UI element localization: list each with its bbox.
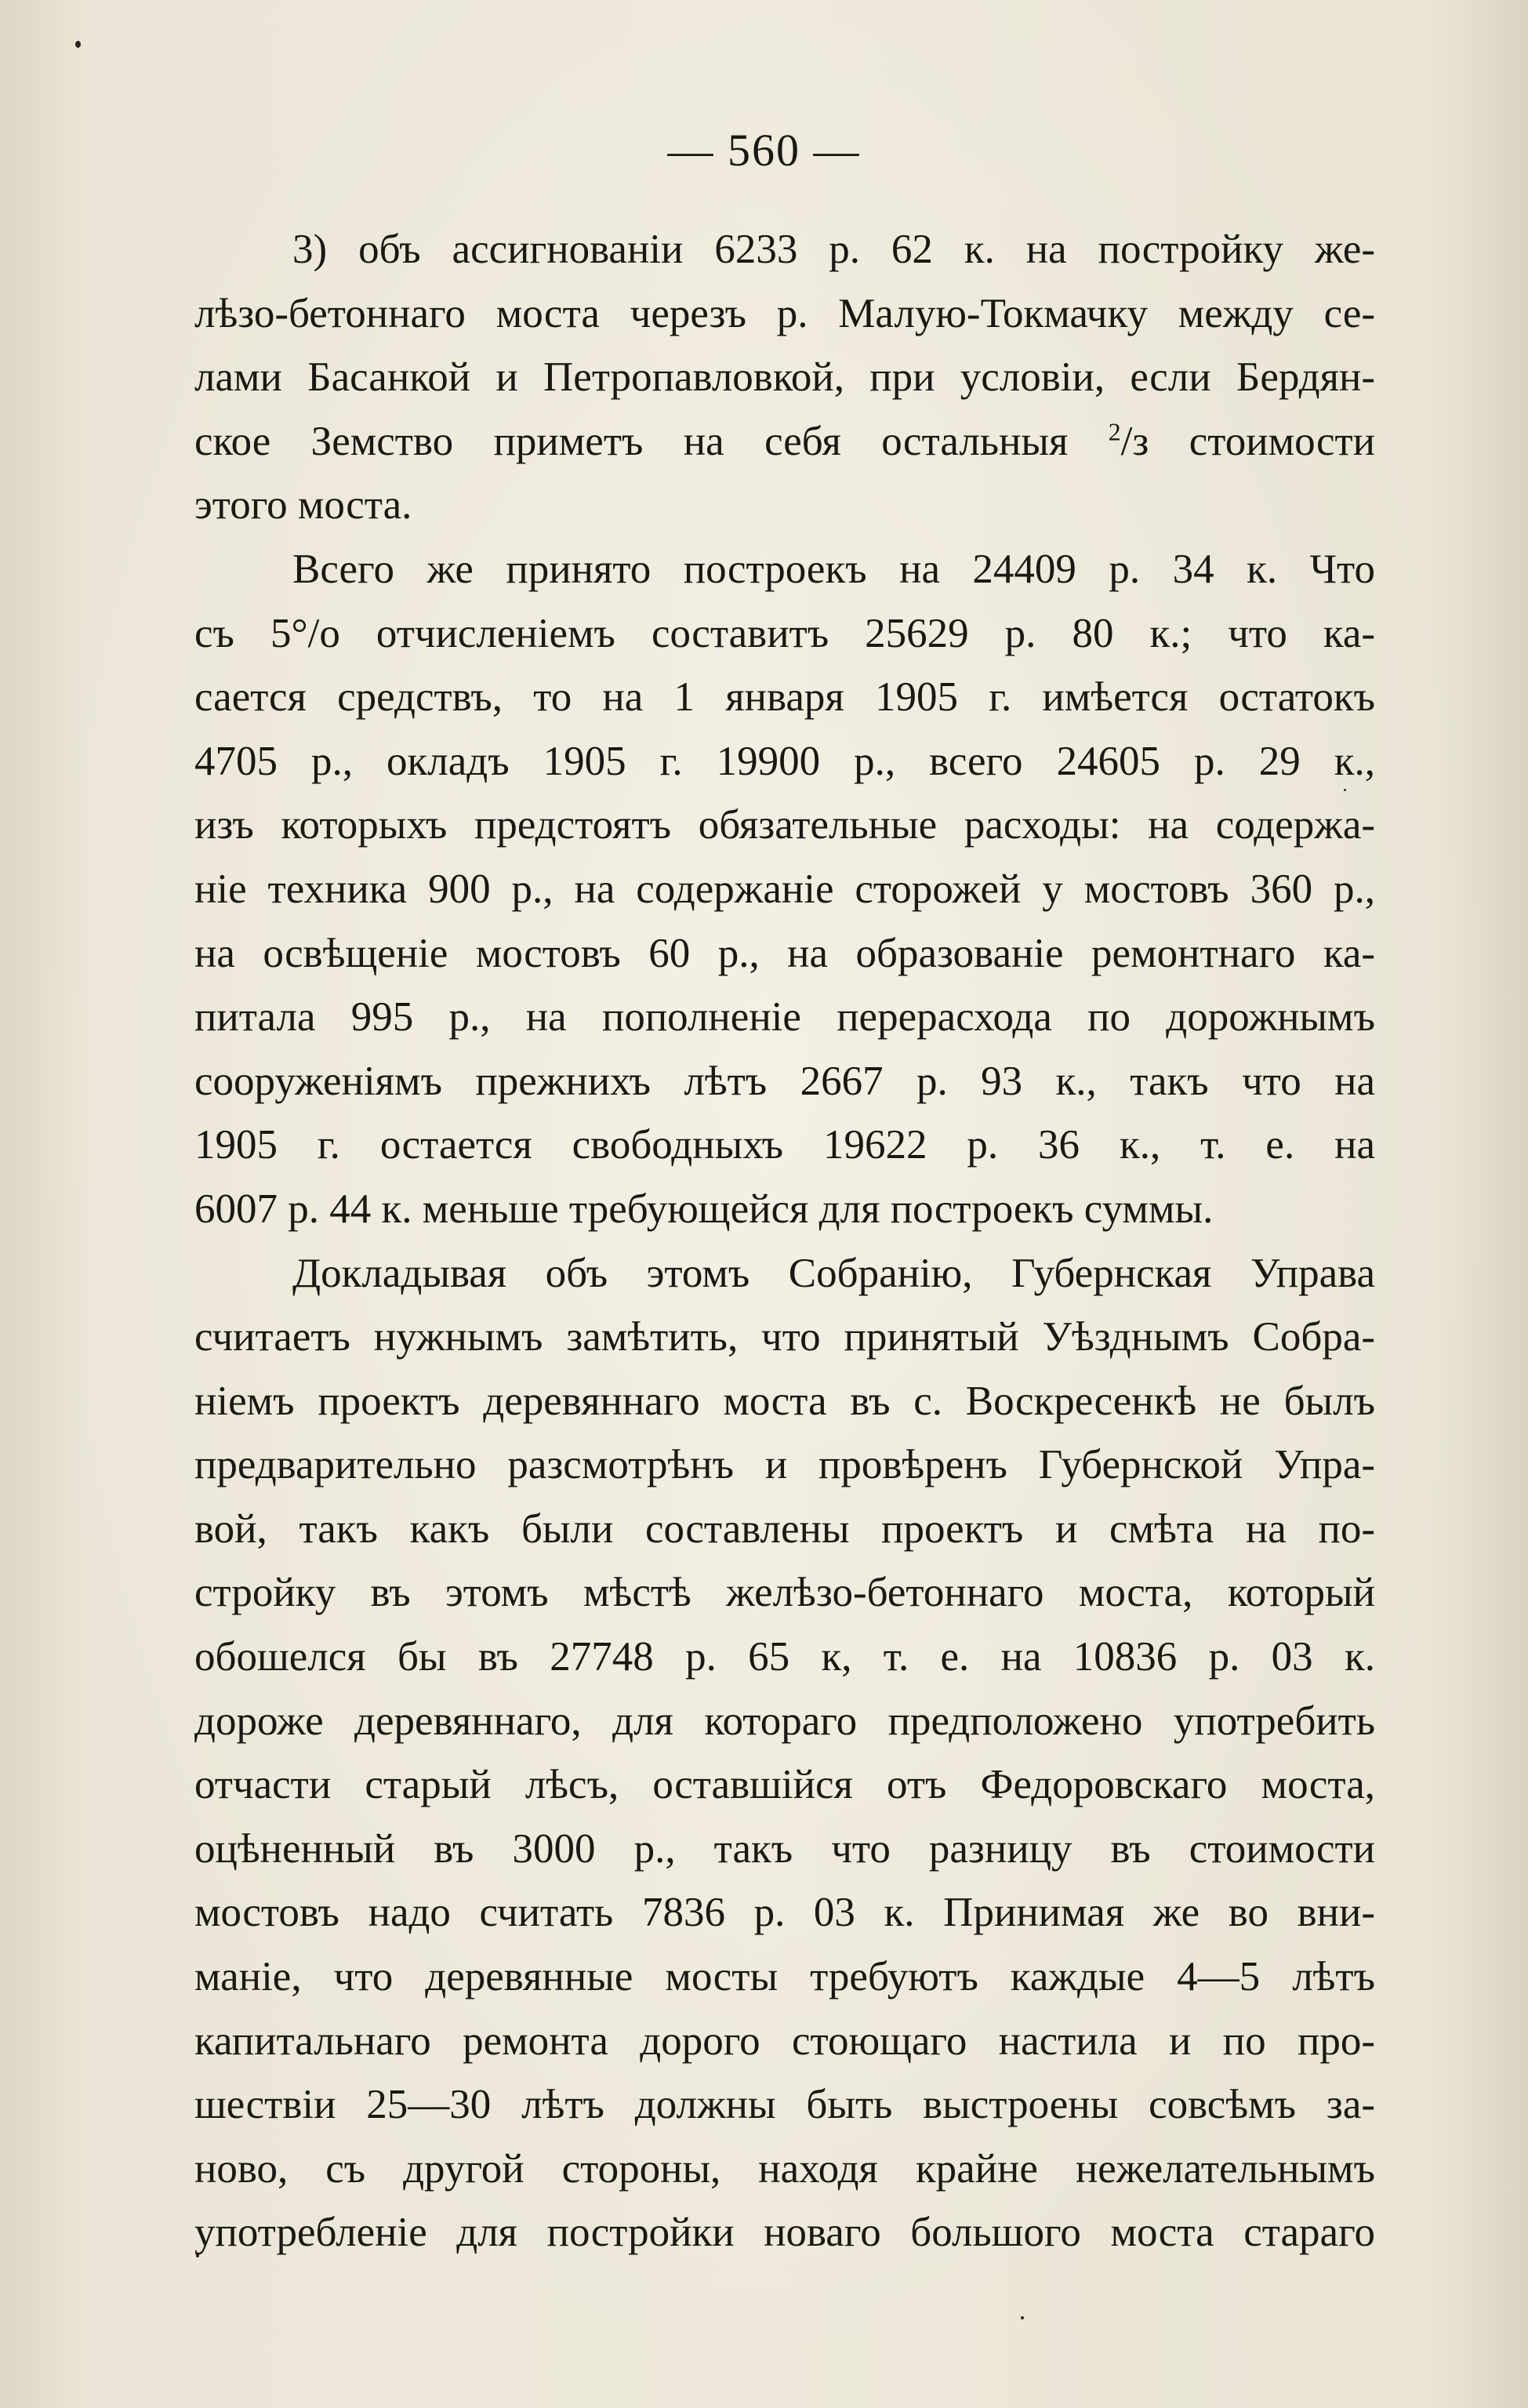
- text-line: Докладывая объ этомъ Собранію, Губернская Управа: [292, 1250, 1375, 1296]
- text-line: питала 995 р., на пополненіе перерасхода по дорожнымъ: [194, 994, 1375, 1041]
- text-line: обошелся бы въ 27748 р. 65 к, т. е. на 10836 р. 03 к.: [194, 1634, 1375, 1680]
- page-number: — 560 —: [667, 125, 861, 176]
- text-line: 1905 г. остается свободныхъ 19622 р. 36 к., т. е. на: [194, 1122, 1375, 1168]
- text-line: ніе техника 900 р., на содержаніе сторожей у мостовъ 360 р.,: [194, 866, 1375, 912]
- text-line: маніе, что деревянные мосты требуютъ каждые 4—5 лѣтъ: [194, 1954, 1375, 2000]
- speck: [75, 41, 81, 48]
- text-line: 4705 р., окладъ 1905 г. 19900 р., всего 24605 р. 29 к.,: [194, 738, 1375, 784]
- text-line: употребленіе для постройки новаго большого моста стараго: [194, 2210, 1375, 2256]
- text-line: сается средствъ, то на 1 января 1905 г. имѣется остатокъ: [194, 674, 1375, 721]
- text-line: вой, такъ какъ были составлены проектъ и смѣта на по-: [194, 1505, 1375, 1552]
- text-line: считаетъ нужнымъ замѣтить, что принятый Уѣзднымъ Собра-: [194, 1314, 1375, 1360]
- text-line: отчасти старый лѣсъ, оставшійся отъ Федоровскаго моста,: [194, 1762, 1375, 1808]
- fraction-numerator: 2: [1108, 418, 1121, 446]
- text-line: ново, съ другой стороны, находя крайне нежелательнымъ: [194, 2145, 1375, 2192]
- text-line: лѣзо-бетоннаго моста черезъ р. Малую-Токмачку между се-: [194, 290, 1375, 336]
- text-line: шествіи 25—30 лѣтъ должны быть выстроены совсѣмъ за-: [194, 2082, 1375, 2128]
- text-line: предварительно разсмотрѣнъ и провѣренъ Губернской Упра-: [194, 1442, 1375, 1488]
- text-line: этого моста.: [194, 482, 412, 528]
- text-line: капитальнаго ремонта дорого стоющаго настила и по про-: [194, 2018, 1375, 2064]
- text-line: на освѣщеніе мостовъ 60 р., на образованіе ремонтнаго ка-: [194, 930, 1375, 976]
- text-line: оцѣненный въ 3000 р., такъ что разницу въ стоимости: [194, 1825, 1375, 1872]
- text-line: ское Земство приметъ на себя остальныя $^2$/з стоимости: [194, 418, 1376, 464]
- text-line: сооруженіямъ прежнихъ лѣтъ 2667 р. 93 к., такъ что на: [194, 1058, 1375, 1104]
- text-line: ніемъ проектъ деревяннаго моста въ с. Воскресенкѣ не былъ: [194, 1378, 1375, 1424]
- text-line: лами Басанкой и Петропавловкой, при условіи, если Бердян-: [194, 354, 1375, 401]
- text-line: стройку въ этомъ мѣстѣ желѣзо-бетоннаго моста, который: [194, 1570, 1375, 1616]
- text-line: изъ которыхъ предстоятъ обязательные расходы: на содержа-: [194, 802, 1375, 848]
- text-line: дороже деревяннаго, для котораго предположено употребить: [194, 1698, 1375, 1744]
- text-line: 3) объ ассигнованіи 6233 р. 62 к. на постройку же-: [292, 227, 1375, 272]
- text-line: съ 5°/о отчисленіемъ составитъ 25629 р. 80 к.; что ка-: [194, 610, 1375, 656]
- text-line: мостовъ надо считать 7836 р. 03 к. Принимая же во вни-: [194, 1890, 1375, 1936]
- speck: [1021, 2316, 1024, 2319]
- text-line: Всего же принято построекъ на 24409 р. 34 к. Что: [292, 546, 1375, 592]
- text-line: 6007 р. 44 к. меньше требующейся для построекъ суммы.: [194, 1186, 1214, 1232]
- body-text: [194, 218, 1375, 2265]
